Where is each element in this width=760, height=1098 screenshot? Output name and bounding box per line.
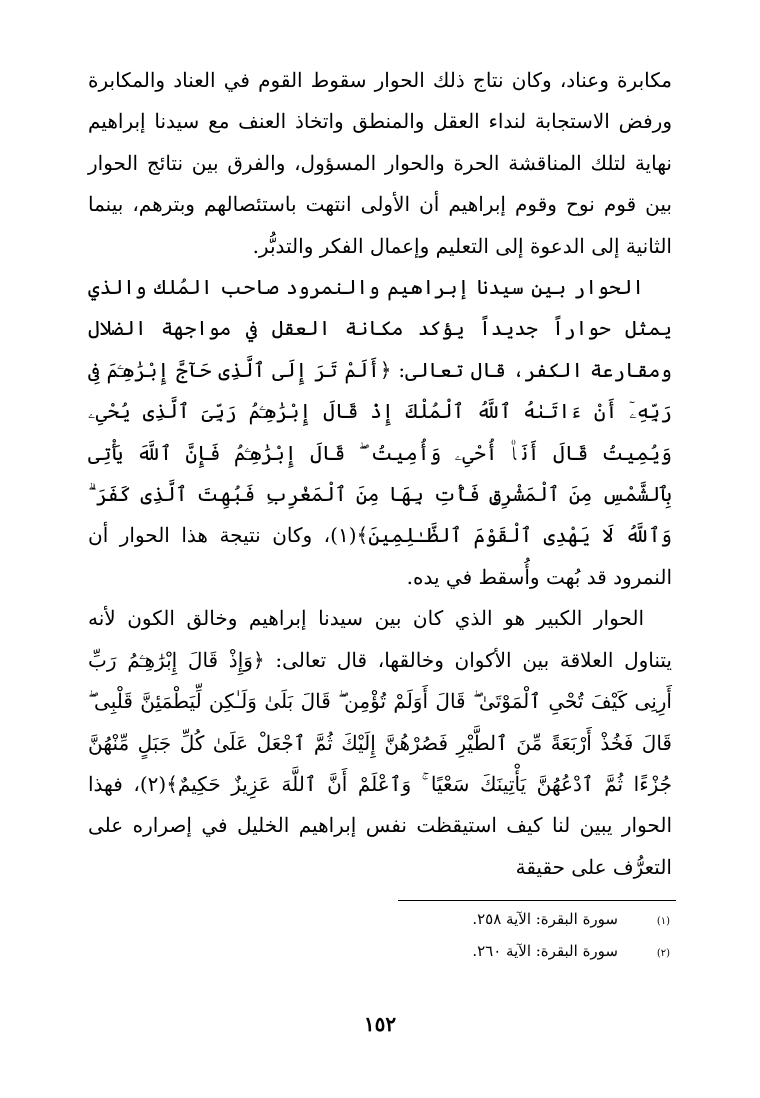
footnote-2-text: سورة البقرة: الآية ٢٦٠. — [472, 942, 618, 960]
footnotes — [380, 910, 670, 974]
footnote-separator — [398, 900, 676, 901]
paragraph-2: الحوار بين سيدنا إبراهيم والنمرود صاحب المُلك والذي يمثل حواراً جديداً يؤكد مكانة العقل في مواجهة الضلال ومقارعة الكفر، قال تعالى: ﴿أَلَمْ تَرَ إِلَى ٱلَّذِى حَآجَّ إِبْرَٰهِـۧمَ فِى رَبِّهِۦٓ أَنْ ءَاتَىٰهُ ٱللَّهُ ٱلْمُلْكَ إِذْ قَالَ إِبْرَٰهِـۧمُ رَبِّىَ ٱلَّذِى يُحْىِۦ وَيُمِيتُ قَالَ أَنَا۠ أُحْىِۦ وَأُمِيتُ ۖ قَالَ إِبْرَٰهِـۧمُ فَإِنَّ ٱللَّهَ يَأْتِى بِٱلشَّمْسِ مِنَ ٱلْمَشْرِقِ فَأْتِ بِهَا مِنَ ٱلْمَغْرِبِ فَبُهِتَ ٱلَّذِى كَفَرَ ۗ وَٱللَّهُ لَا يَهْدِى ٱلْقَوْمَ ٱلظَّـٰلِمِينَ﴾(١)، وكان نتيجة هذا الحوار أن النمرود قد بُهت وأُسقط في يده. — [88, 275, 673, 589]
footnote-1 — [380, 910, 670, 942]
footnote-2 — [380, 942, 670, 974]
main-text — [88, 60, 672, 888]
page-number: ١٥٢ — [363, 1012, 397, 1036]
footnote-1-text: سورة البقرة: الآية ٢٥٨. — [472, 910, 618, 928]
footnote-2-number: (٢) — [656, 948, 670, 959]
footnote-1-number: (١) — [656, 916, 670, 927]
paragraph-1: مكابرة وعناد، وكان نتاج ذلك الحوار سقوط القوم في العناد والمكابرة ورفض الاستجابة لنداء العقل والمنطق واتخاذ العنف مع سيدنا إبراهيم نهاية لتلك المناقشة الحرة والحوار المسؤول، والفرق بين نتائج الحوار بين قوم نوح وقوم إبراهيم أن الأولى انتهت باستئصالهم وبترهم، بينما الثانية إلى الدعوة إلى التعليم وإعمال الفكر والتدبُّر. — [88, 68, 672, 258]
paragraph-3: الحوار الكبير هو الذي كان بين سيدنا إبراهيم وخالق الكون لأنه يتناول العلاقة بين الأكوان وخالقها، قال تعالى: ﴿وَإِذْ قَالَ إِبْرَٰهِـۧمُ رَبِّ أَرِنِى كَيْفَ تُحْىِ ٱلْمَوْتَىٰ ۖ قَالَ أَوَلَمْ تُؤْمِن ۖ قَالَ بَلَىٰ وَلَـٰكِن لِّيَطْمَئِنَّ قَلْبِى ۖ قَالَ فَخُذْ أَرْبَعَةً مِّنَ ٱلطَّيْرِ فَصُرْهُنَّ إِلَيْكَ ثُمَّ ٱجْعَلْ عَلَىٰ كُلِّ جَبَلٍ مِّنْهُنَّ جُزْءًا ثُمَّ ٱدْعُهُنَّ يَأْتِينَكَ سَعْيًا ۚ وَٱعْلَمْ أَنَّ ٱللَّهَ عَزِيزٌ حَكِيمٌ﴾(٢)، فهذا الحوار يبين لنا كيف استيقظت نفس إبراهيم الخليل في إصراره على التعرُّف على حقيقة — [88, 606, 672, 879]
